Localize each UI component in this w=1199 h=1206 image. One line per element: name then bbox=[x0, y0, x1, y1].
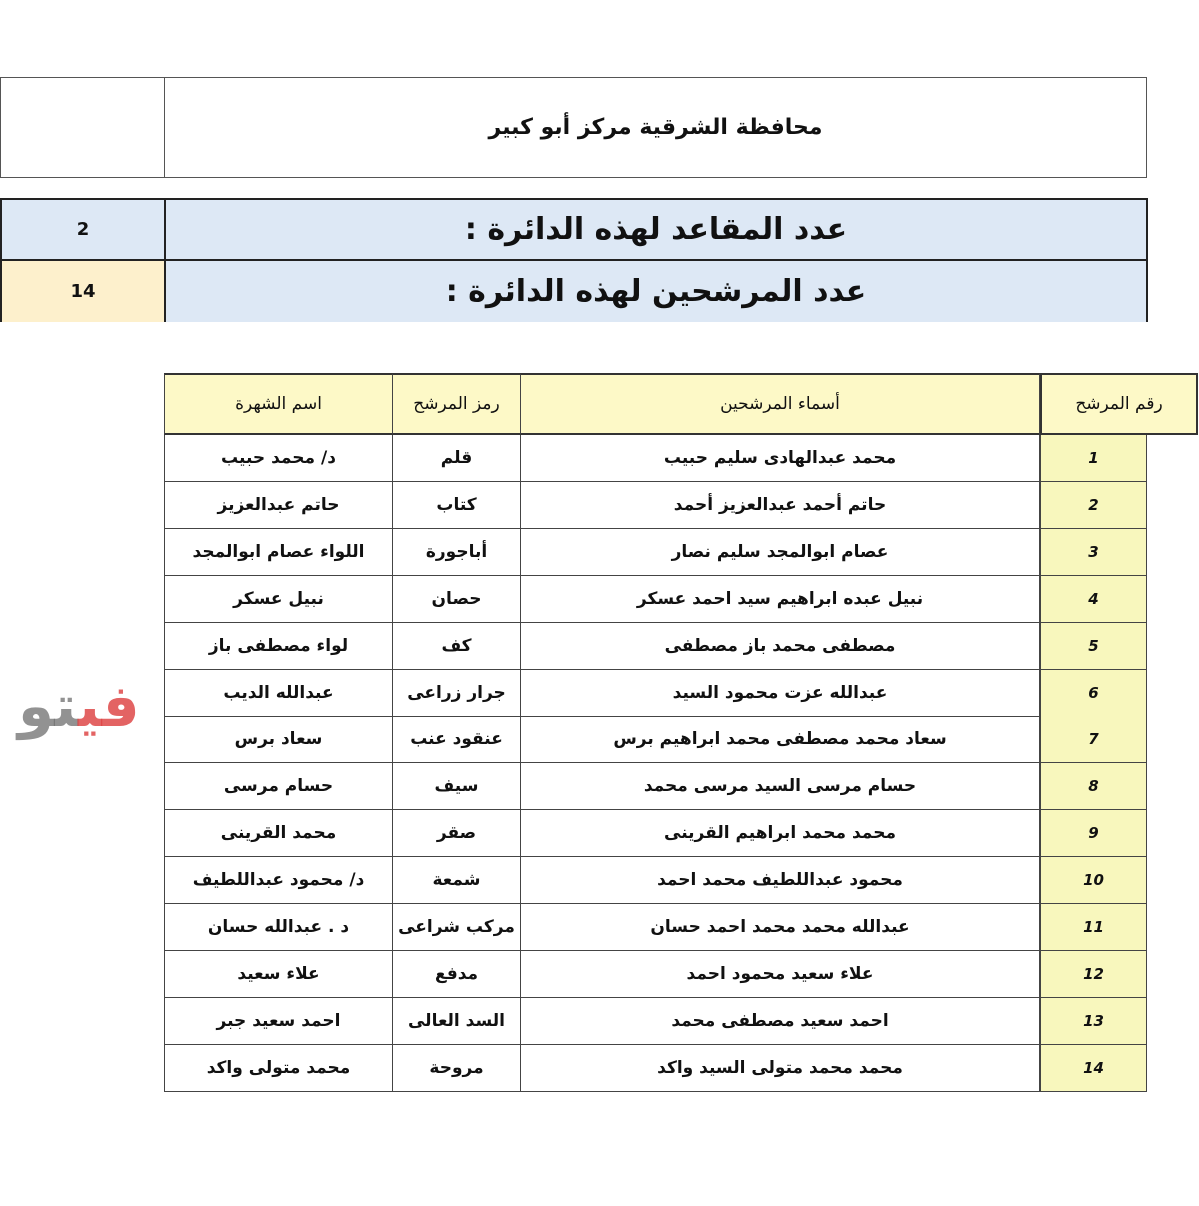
table-row bbox=[164, 998, 1147, 1045]
candidate-symbol: كتاب bbox=[393, 482, 521, 529]
table-row bbox=[164, 904, 1147, 951]
table-row bbox=[164, 670, 1147, 717]
candidate-symbol: سيف bbox=[393, 763, 521, 810]
candidate-name: حاتم أحمد عبدالعزيز أحمد bbox=[521, 482, 1040, 529]
table-header bbox=[164, 373, 1199, 420]
table-row bbox=[164, 623, 1147, 670]
candidate-fame: عبدالله الديب bbox=[164, 670, 393, 717]
candidate-name: احمد سعيد مصطفى محمد bbox=[521, 998, 1040, 1045]
table-row bbox=[164, 716, 1147, 763]
candidate-name: محمد محمد متولى السيد واكد bbox=[521, 1045, 1040, 1092]
header-name: أسماء المرشحين bbox=[521, 373, 1040, 435]
candidate-number: 7 bbox=[1040, 716, 1147, 763]
candidate-fame: د/ محمد حبيب bbox=[164, 435, 393, 482]
candidate-symbol: قلم bbox=[393, 435, 521, 482]
candidate-number: 14 bbox=[1040, 1045, 1147, 1092]
candidates-value: 14 bbox=[2, 261, 166, 322]
candidate-name: علاء سعيد محمود احمد bbox=[521, 951, 1040, 998]
candidate-symbol: السد العالى bbox=[393, 998, 521, 1045]
table-row bbox=[164, 763, 1147, 810]
candidate-number: 9 bbox=[1040, 810, 1147, 857]
watermark-logo: فيتو bbox=[18, 672, 140, 740]
candidate-fame: حسام مرسى bbox=[164, 763, 393, 810]
candidate-name: نبيل عبده ابراهيم سيد احمد عسكر bbox=[521, 576, 1040, 623]
candidate-symbol: كف bbox=[393, 623, 521, 670]
candidate-name: محمد عبدالهادى سليم حبيب bbox=[521, 435, 1040, 482]
candidates-label: عدد المرشحين لهذه الدائرة : bbox=[166, 261, 1146, 322]
table-row bbox=[164, 1045, 1147, 1092]
candidate-number: 12 bbox=[1040, 951, 1147, 998]
header-symbol: رمز المرشح bbox=[393, 373, 521, 435]
candidate-fame: حاتم عبدالعزيز bbox=[164, 482, 393, 529]
candidate-name: عبدالله محمد محمد احمد حسان bbox=[521, 904, 1040, 951]
candidate-fame: لواء مصطفى باز bbox=[164, 623, 393, 670]
candidate-fame: محمد متولى واكد bbox=[164, 1045, 393, 1092]
candidate-fame: سعاد برس bbox=[164, 716, 393, 763]
candidate-fame: علاء سعيد bbox=[164, 951, 393, 998]
candidate-fame: محمد القرينى bbox=[164, 810, 393, 857]
candidate-number: 4 bbox=[1040, 576, 1147, 623]
candidate-name: سعاد محمد مصطفى محمد ابراهيم برس bbox=[521, 716, 1040, 763]
candidate-number: 5 bbox=[1040, 623, 1147, 670]
candidate-name: حسام مرسى السيد مرسى محمد bbox=[521, 763, 1040, 810]
candidate-fame: اللواء عصام ابوالمجد bbox=[164, 529, 393, 576]
table-row bbox=[164, 435, 1147, 482]
candidate-symbol: عنقود عنب bbox=[393, 716, 521, 763]
candidate-fame: نبيل عسكر bbox=[164, 576, 393, 623]
candidate-number: 3 bbox=[1040, 529, 1147, 576]
candidate-fame: د/ محمود عبداللطيف bbox=[164, 857, 393, 904]
candidate-number: 1 bbox=[1040, 435, 1147, 482]
page-title: محافظة الشرقية مركز أبو كبير bbox=[488, 115, 823, 140]
candidate-symbol: جرار زراعى bbox=[393, 670, 521, 717]
seats-value: 2 bbox=[2, 200, 166, 261]
candidate-number: 13 bbox=[1040, 998, 1147, 1045]
header-box bbox=[0, 77, 1147, 178]
table-row bbox=[164, 810, 1147, 857]
candidate-symbol: مركب شراعى bbox=[393, 904, 521, 951]
candidate-name: عصام ابوالمجد سليم نصار bbox=[521, 529, 1040, 576]
table-row bbox=[164, 576, 1147, 623]
candidate-name: عبدالله عزت محمود السيد bbox=[521, 670, 1040, 717]
candidate-symbol: حصان bbox=[393, 576, 521, 623]
header-number: رقم المرشح bbox=[1040, 373, 1198, 435]
candidate-fame: د . عبدالله حسان bbox=[164, 904, 393, 951]
candidate-symbol: أباجورة bbox=[393, 529, 521, 576]
candidate-number: 6 bbox=[1040, 670, 1147, 717]
header-fame: اسم الشهرة bbox=[164, 373, 393, 435]
candidate-name: مصطفى محمد باز مصطفى bbox=[521, 623, 1040, 670]
candidate-name: محمد محمد ابراهيم القرينى bbox=[521, 810, 1040, 857]
table-row bbox=[164, 857, 1147, 904]
candidate-number: 11 bbox=[1040, 904, 1147, 951]
candidate-number: 8 bbox=[1040, 763, 1147, 810]
table-row bbox=[164, 951, 1147, 998]
candidate-name: محمود عبداللطيف محمد احمد bbox=[521, 857, 1040, 904]
header-empty-cell bbox=[1, 78, 165, 177]
candidate-number: 10 bbox=[1040, 857, 1147, 904]
candidate-number: 2 bbox=[1040, 482, 1147, 529]
candidate-symbol: شمعة bbox=[393, 857, 521, 904]
candidate-symbol: مروحة bbox=[393, 1045, 521, 1092]
candidate-symbol: مدفع bbox=[393, 951, 521, 998]
candidate-symbol: صقر bbox=[393, 810, 521, 857]
table-row bbox=[164, 529, 1147, 576]
seats-label: عدد المقاعد لهذه الدائرة : bbox=[166, 200, 1146, 261]
candidate-fame: احمد سعيد جبر bbox=[164, 998, 393, 1045]
table-row bbox=[164, 482, 1147, 529]
summary-box bbox=[0, 198, 1148, 322]
